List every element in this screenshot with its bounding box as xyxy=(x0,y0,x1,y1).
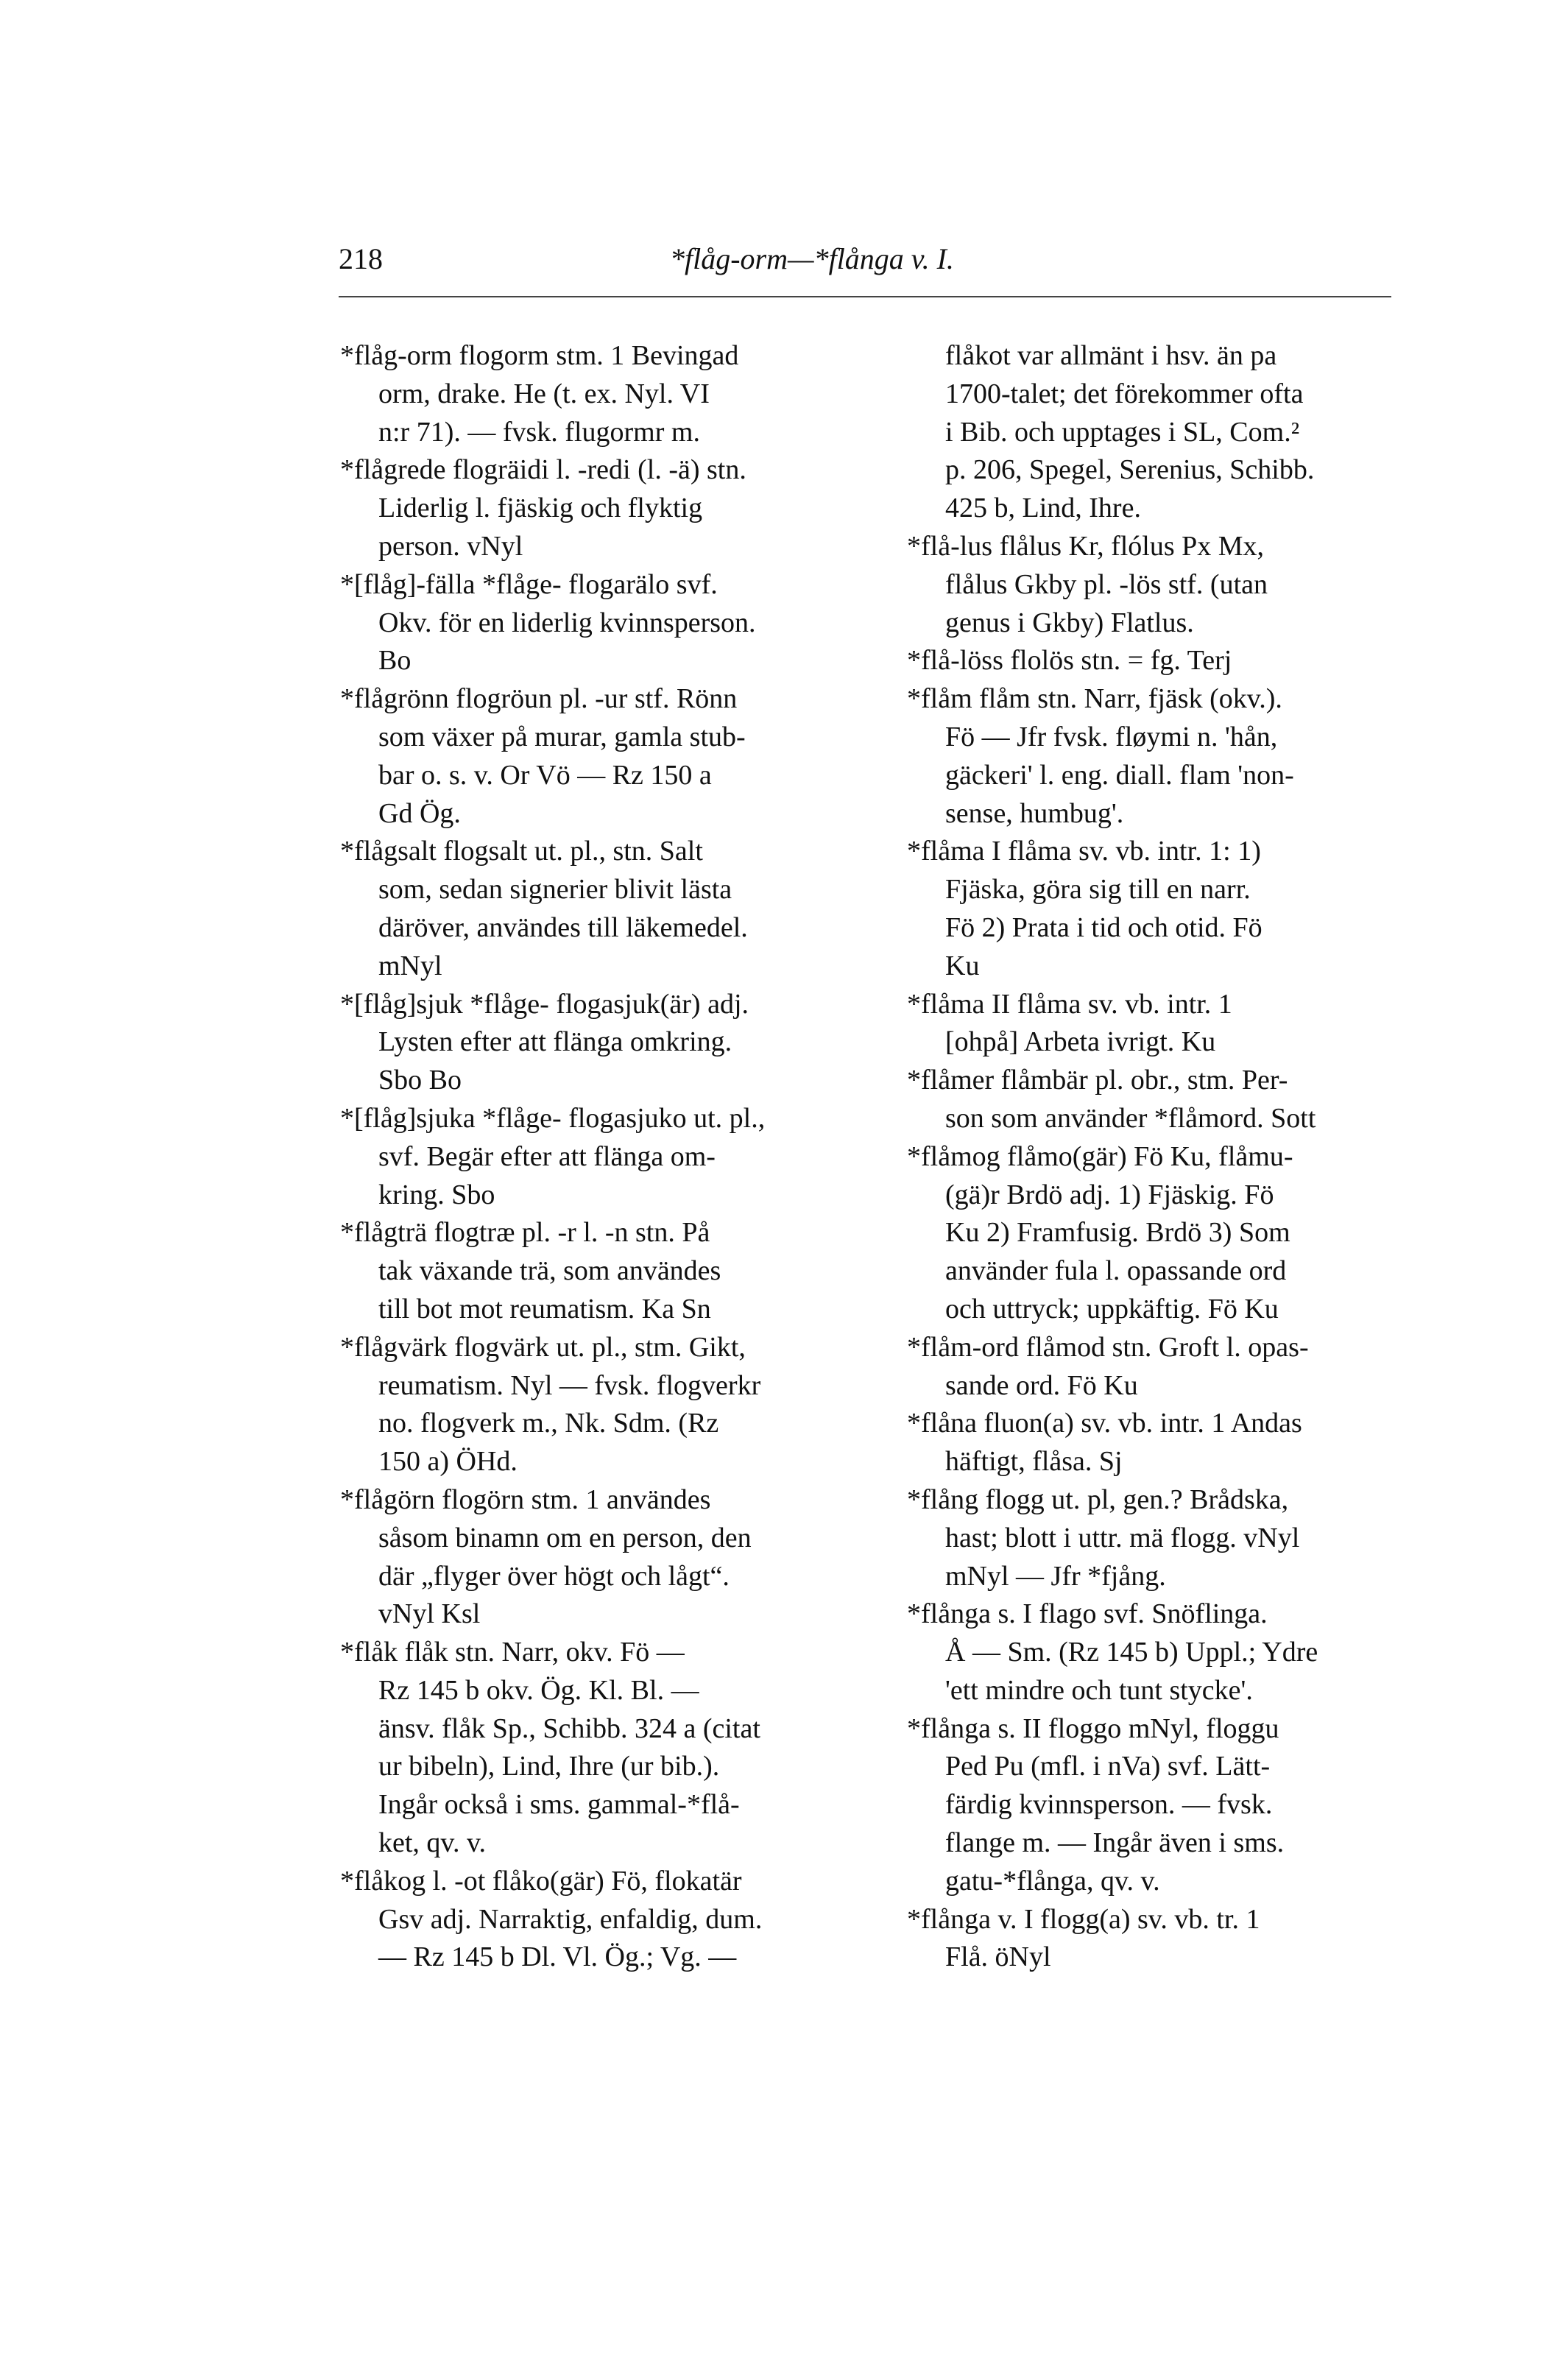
page-number: 218 xyxy=(339,242,383,275)
entry-line: *flågsalt flogsalt ut. pl., stn. Salt xyxy=(340,836,703,867)
entry-line: 150 a) ÖHd. xyxy=(378,1446,518,1478)
entry-line: Fö 2) Prata i tid och otid. Fö xyxy=(945,911,1262,943)
entry-line: *flå-löss flolös stn. = fg. Terj xyxy=(907,645,1232,677)
entry-line: bar o. s. v. Or Vö — Rz 150 a xyxy=(378,759,712,791)
entry-line: *flåm flåm stn. Narr, fjäsk (okv.). xyxy=(907,683,1282,715)
entry-line: *flåna fluon(a) sv. vb. intr. 1 Andas xyxy=(907,1408,1302,1439)
entry-line: änsv. flåk Sp., Schibb. 324 a (citat xyxy=(378,1712,760,1744)
entry-line: häftigt, flåsa. Sj xyxy=(945,1446,1123,1478)
entry-line: — Rz 145 b Dl. Vl. Ög.; Vg. — xyxy=(378,1941,737,1973)
entry-line: reumatism. Nyl — fvsk. flogverkr xyxy=(378,1369,761,1401)
entry-line: *[flåg]sjuk *flåge- flogasjuk(är) adj. xyxy=(340,988,749,1020)
entry-line: däröver, användes till läkemedel. xyxy=(378,911,748,943)
entry-line: *flånga s. I flago svf. Snöflinga. xyxy=(907,1598,1268,1630)
entry-line: i Bib. och upptages i SL, Com.² xyxy=(945,416,1300,448)
entry-line: som växer på murar, gamla stub- xyxy=(378,721,746,752)
entry-line: Okv. för en liderlig kvinnsperson. xyxy=(378,607,756,638)
entry-line: mNyl — Jfr *fjång. xyxy=(945,1560,1166,1592)
entry-line: 425 b, Lind, Ihre. xyxy=(945,493,1141,524)
entry-line: Ku 2) Framfusig. Brdö 3) Som xyxy=(945,1217,1290,1249)
entry-line: *flågrönn flogröun pl. -ur stf. Rönn xyxy=(340,683,738,715)
entry-line: *[flåg]-fälla *flåge- flogarälo svf. xyxy=(340,568,718,600)
entry-line: *flåm-ord flåmod stn. Groft l. opas- xyxy=(907,1331,1309,1363)
entry-line: hast; blott i uttr. mä flogg. vNyl xyxy=(945,1522,1300,1553)
entry-line: sense, humbug'. xyxy=(945,797,1124,829)
entry-line: Lysten efter att flänga omkring. xyxy=(378,1026,732,1058)
entry-line: *[flåg]sjuka *flåge- flogasjuko ut. pl., xyxy=(340,1102,766,1134)
entry-line: *flånga s. II floggo mNyl, floggu xyxy=(907,1712,1279,1744)
entry-line: Fjäska, göra sig till en narr. xyxy=(945,874,1251,906)
entry-line: såsom binamn om en person, den xyxy=(378,1522,752,1553)
entry-line: gatu-*flånga, qv. v. xyxy=(945,1865,1160,1897)
left-column xyxy=(340,337,797,1977)
header-rule xyxy=(339,296,1391,297)
entry-line: *flågrede flogräidi l. -redi (l. -ä) stn. xyxy=(340,454,746,486)
entry-line: till bot mot reumatism. Ka Sn xyxy=(378,1293,711,1324)
entry-line: Gsv adj. Narraktig, enfaldig, dum. xyxy=(378,1903,763,1935)
entry-line: gäckeri' l. eng. diall. flam 'non- xyxy=(945,759,1294,791)
entry-line: flålus Gkby pl. -lös stf. (utan xyxy=(945,568,1268,600)
entry-line: *flågvärk flogvärk ut. pl., stm. Gikt, xyxy=(340,1331,746,1363)
entry-line: no. flogverk m., Nk. Sdm. (Rz xyxy=(378,1408,719,1439)
entry-line: svf. Begär efter att flänga om- xyxy=(378,1140,716,1172)
entry-line: genus i Gkby) Flatlus. xyxy=(945,607,1194,638)
entry-line: Gd Ög. xyxy=(378,797,461,829)
entry-line: Ped Pu (mfl. i nVa) svf. Lätt- xyxy=(945,1751,1271,1782)
entry-line: son som använder *flåmord. Sott xyxy=(945,1102,1316,1134)
entry-line: *flåma II flåma sv. vb. intr. 1 xyxy=(907,988,1232,1020)
entry-line: sande ord. Fö Ku xyxy=(945,1369,1138,1401)
entry-line: *flå-lus flålus Kr, flólus Px Mx, xyxy=(907,530,1265,562)
entry-line: Ku xyxy=(945,950,980,981)
running-head: *flåg-orm—*flånga v. I. xyxy=(670,242,954,275)
entry-line: färdig kvinnsperson. — fvsk. xyxy=(945,1789,1273,1821)
entry-line: *flåk flåk stn. Narr, okv. Fö — xyxy=(340,1637,685,1668)
entry-line: *flåmog flåmo(gär) Fö Ku, flåmu- xyxy=(907,1140,1293,1172)
entry-line: 'ett mindre och tunt stycke'. xyxy=(945,1674,1253,1706)
entry-line: tak växande trä, som användes xyxy=(378,1255,721,1287)
entry-line: Sbo Bo xyxy=(378,1065,462,1096)
entry-line: *flåkog l. -ot flåko(gär) Fö, flokatär xyxy=(340,1865,742,1897)
right-column xyxy=(907,337,1363,1977)
page-header xyxy=(339,241,1391,293)
entry-line: som, sedan signerier blivit lästa xyxy=(378,874,732,906)
entry-line: 1700-talet; det förekommer ofta xyxy=(945,378,1304,409)
entry-line: *flånga v. I flogg(a) sv. vb. tr. 1 xyxy=(907,1903,1260,1935)
entry-line: Liderlig l. fjäskig och flyktig xyxy=(378,493,703,524)
entry-line: Å — Sm. (Rz 145 b) Uppl.; Ydre xyxy=(945,1637,1318,1668)
entry-line: n:r 71). — fvsk. flugormr m. xyxy=(378,416,700,448)
entry-line: använder fula l. opassande ord xyxy=(945,1255,1287,1287)
entry-line: och uttryck; uppkäftig. Fö Ku xyxy=(945,1293,1279,1324)
entry-line: (gä)r Brdö adj. 1) Fjäskig. Fö xyxy=(945,1179,1274,1210)
entry-line: [ohpå] Arbeta ivrigt. Ku xyxy=(945,1026,1216,1058)
entry-line: ur bibeln), Lind, Ihre (ur bib.). xyxy=(378,1751,720,1782)
entry-line: *flågörn flogörn stm. 1 användes xyxy=(340,1484,711,1515)
entry-line: *flåma I flåma sv. vb. intr. 1: 1) xyxy=(907,836,1261,867)
entry-line: *flåmer flåmbär pl. obr., stm. Per- xyxy=(907,1065,1288,1096)
entry-line: Rz 145 b okv. Ög. Kl. Bl. — xyxy=(378,1674,699,1706)
entry-line: mNyl xyxy=(378,950,442,981)
entry-line: p. 206, Spegel, Serenius, Schibb. xyxy=(945,454,1315,486)
entry-line: orm, drake. He (t. ex. Nyl. VI xyxy=(378,378,710,409)
entry-line: Fö — Jfr fvsk. fløymi n. 'hån, xyxy=(945,721,1278,752)
entry-line: *flåg-orm flogorm stm. 1 Bevingad xyxy=(340,340,739,371)
entry-line: *flång flogg ut. pl, gen.? Brådska, xyxy=(907,1484,1289,1515)
entry-line: flåkot var allmänt i hsv. än pa xyxy=(945,340,1277,371)
entry-line: kring. Sbo xyxy=(378,1179,495,1210)
entry-line: Ingår också i sms. gammal-*flå- xyxy=(378,1789,740,1821)
entry-line: person. vNyl xyxy=(378,530,523,562)
entry-line: flange m. — Ingår även i sms. xyxy=(945,1827,1285,1859)
entry-line: Bo xyxy=(378,645,412,677)
entry-line: Flå. öNyl xyxy=(945,1941,1051,1973)
entry-line: vNyl Ksl xyxy=(378,1598,481,1630)
entry-line: där „flyger över högt och lågt“. xyxy=(378,1560,730,1592)
entry-line: *flågträ flogtræ pl. -r l. -n stn. På xyxy=(340,1217,710,1249)
entry-line: ket, qv. v. xyxy=(378,1827,486,1859)
